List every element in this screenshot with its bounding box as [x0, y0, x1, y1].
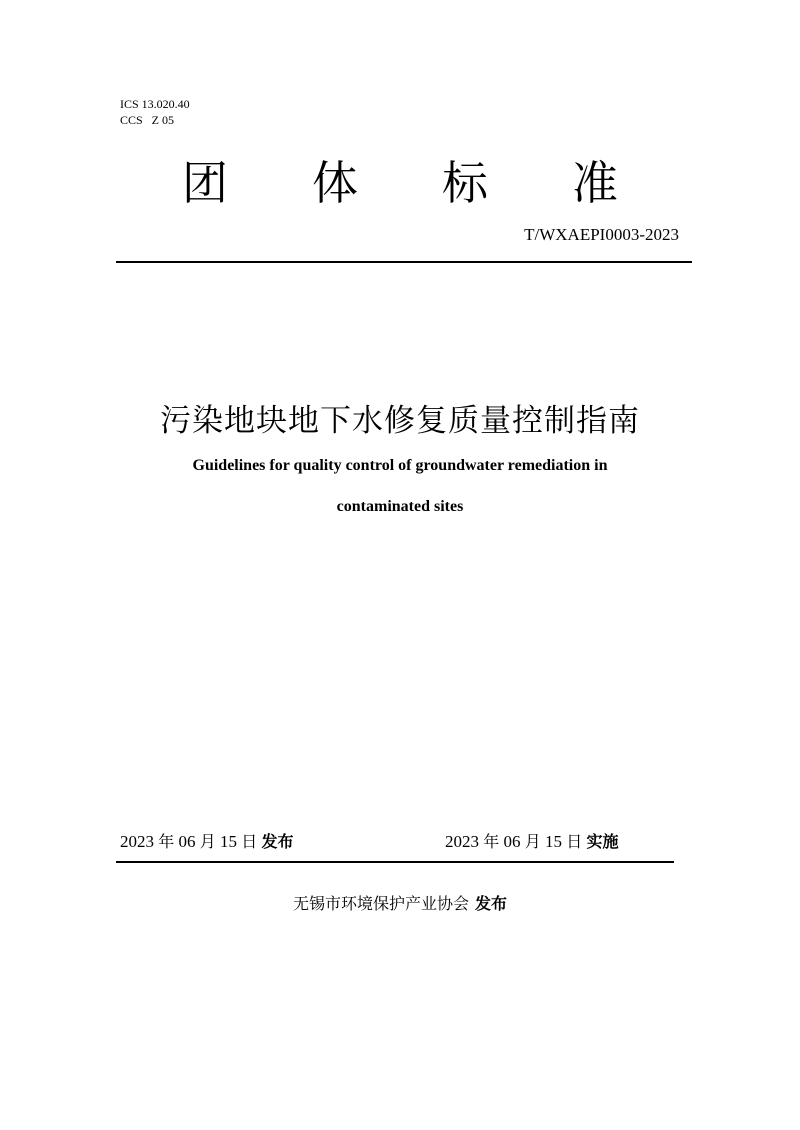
issue-day: 15	[220, 832, 238, 851]
standard-type-char: 团	[182, 156, 228, 210]
publisher-name: 无锡市环境保护产业协会	[292, 894, 469, 913]
ics-code: ICS 13.020.40	[120, 97, 190, 111]
issue-year: 2023	[120, 832, 154, 851]
implement-day: 15	[545, 832, 563, 851]
top-divider	[116, 261, 692, 263]
issue-action: 发布	[261, 832, 294, 851]
implement-month-unit: 月	[524, 832, 541, 851]
title-english-line1: Guidelines for quality control of groundwater remediation in	[192, 457, 608, 474]
implement-year-unit: 年	[483, 832, 500, 851]
implement-month: 06	[503, 832, 521, 851]
implementation-date	[445, 830, 619, 854]
publisher-action: 发布	[475, 894, 508, 913]
implement-action: 实施	[586, 832, 619, 851]
standard-type-char: 体	[312, 156, 358, 210]
standard-type-char: 准	[572, 156, 618, 210]
issue-month: 06	[178, 832, 196, 851]
standard-type-heading	[180, 150, 620, 216]
issue-year-unit: 年	[158, 832, 175, 851]
issue-month-unit: 月	[199, 832, 216, 851]
issue-date	[120, 830, 294, 854]
title-english-line2: contaminated sites	[336, 498, 464, 515]
implement-year: 2023	[445, 832, 479, 851]
issue-day-unit: 日	[241, 832, 258, 851]
ccs-code: CCS Z 05	[120, 113, 175, 127]
publisher-line	[0, 892, 800, 916]
title-chinese: 污染地块地下水修复质量控制指南	[160, 403, 640, 439]
standard-code: T/WXAEPI0003-2023	[524, 225, 679, 244]
bottom-divider	[116, 861, 674, 863]
implement-day-unit: 日	[566, 832, 583, 851]
standard-type-char: 标	[442, 156, 488, 210]
